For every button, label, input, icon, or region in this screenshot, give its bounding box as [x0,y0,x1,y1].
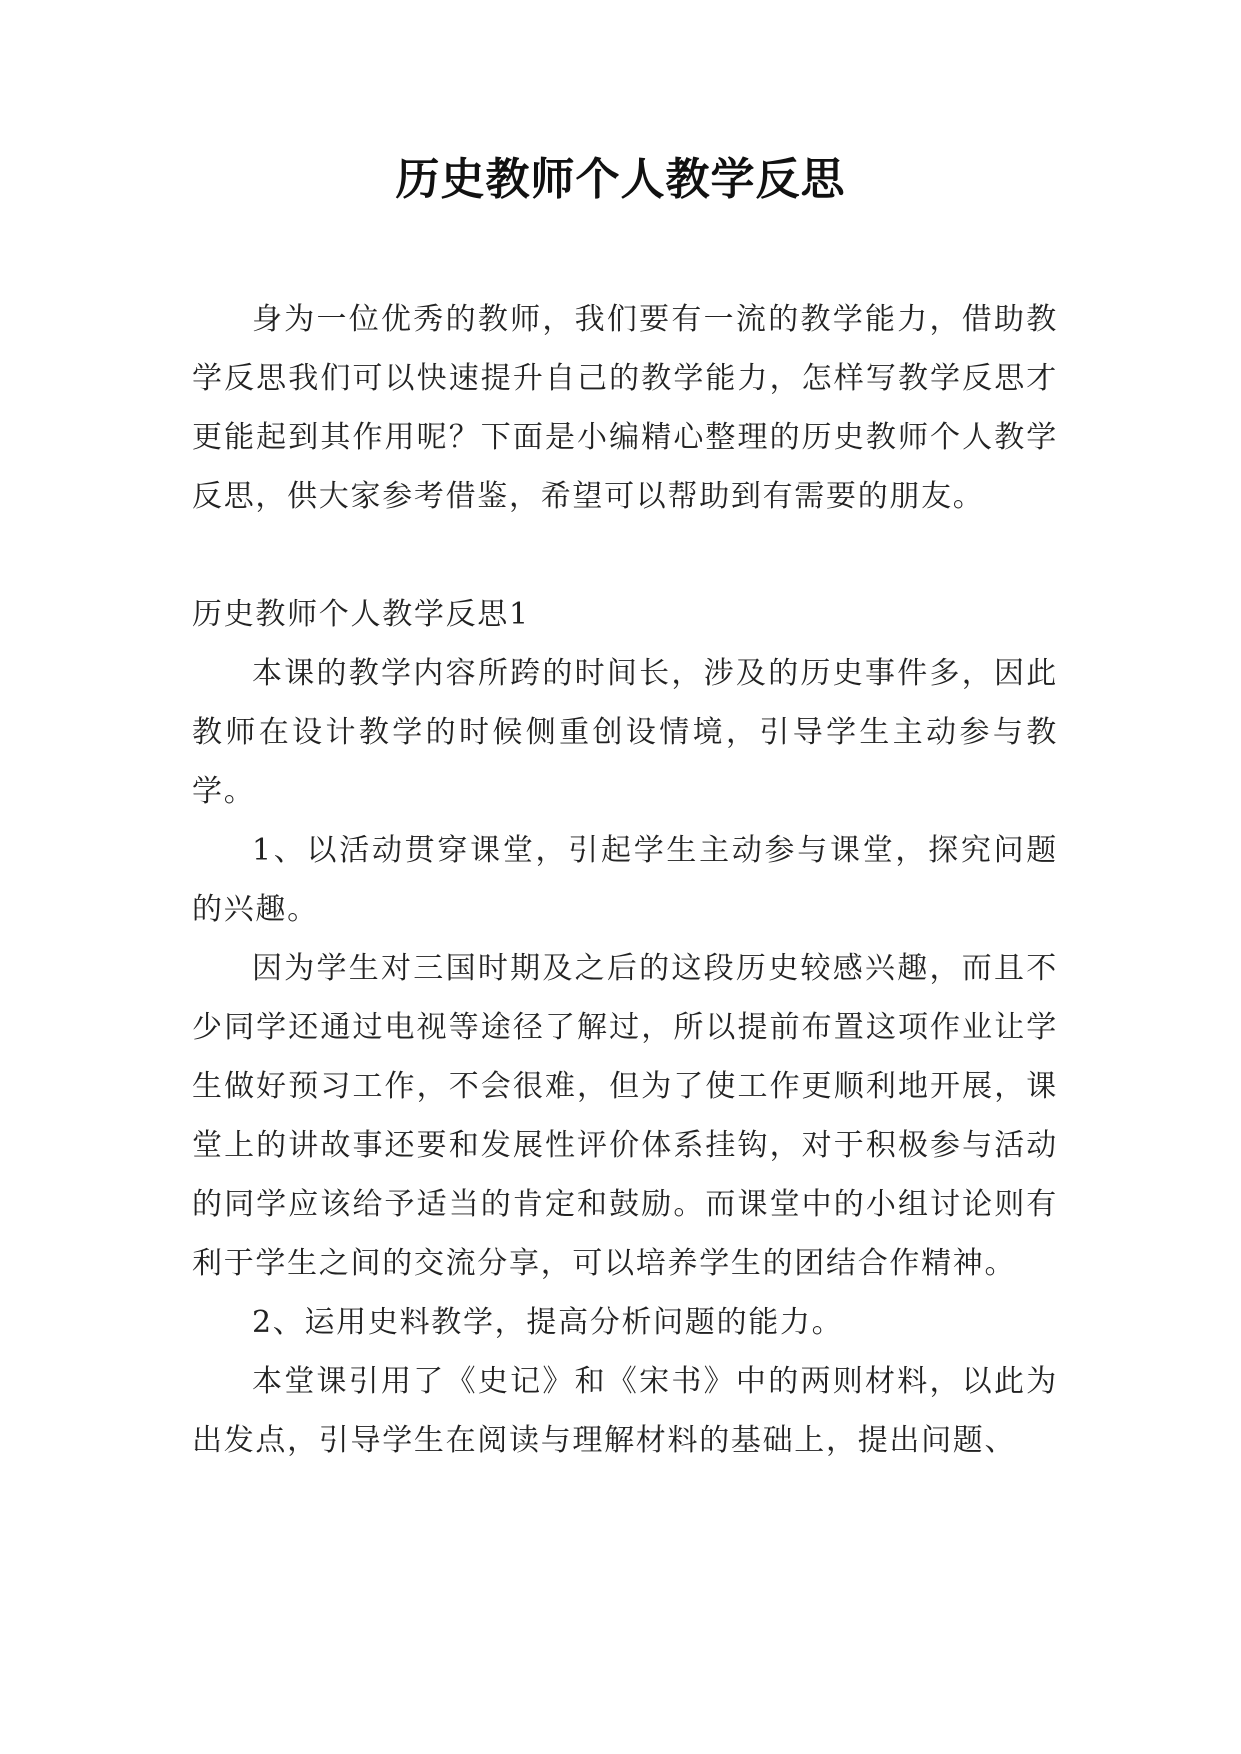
document-title: 历史教师个人教学反思 [395,154,846,205]
body-paragraph: 本课的教学内容所跨的时间长，涉及的历史事件多，因此教师在设计教学的时候侧重创设情境，引导学生主动参与教学。 [192,656,1058,809]
body-paragraph: 2、运用史料教学，提高分析问题的能力。 [252,1305,844,1340]
body-paragraph: 本堂课引用了《史记》和《宋书》中的两则材料，以此为出发点，引导学生在阅读与理解材料的基础上，提出问题、 [192,1364,1058,1458]
document-body [192,290,1058,1470]
body-paragraph: 因为学生对三国时期及之后的这段历史较感兴趣，而且不少同学还通过电视等途径了解过，所以提前布置这项作业让学生做好预习工作，不会很难，但为了使工作更顺利地开展，课堂上的讲故事还要和发展性评价体系挂钩，对于积极参与活动的同学应该给予适当的肯定和鼓励。而课堂中的小组讨论则有利于学生之间的交流分享，可以培养学生的团结合作精神。 [192,951,1058,1281]
body-paragraph: 1、以活动贯穿课堂，引起学生主动参与课堂，探究问题的兴趣。 [192,833,1058,927]
section-heading: 历史教师个人教学反思1 [192,597,530,632]
intro-paragraph: 身为一位优秀的教师，我们要有一流的教学能力，借助教学反思我们可以快速提升自己的教学能力，怎样写教学反思才更能起到其作用呢？下面是小编精心整理的历史教师个人教学反思，供大家参考借鉴，希望可以帮助到有需要的朋友。 [192,302,1058,514]
